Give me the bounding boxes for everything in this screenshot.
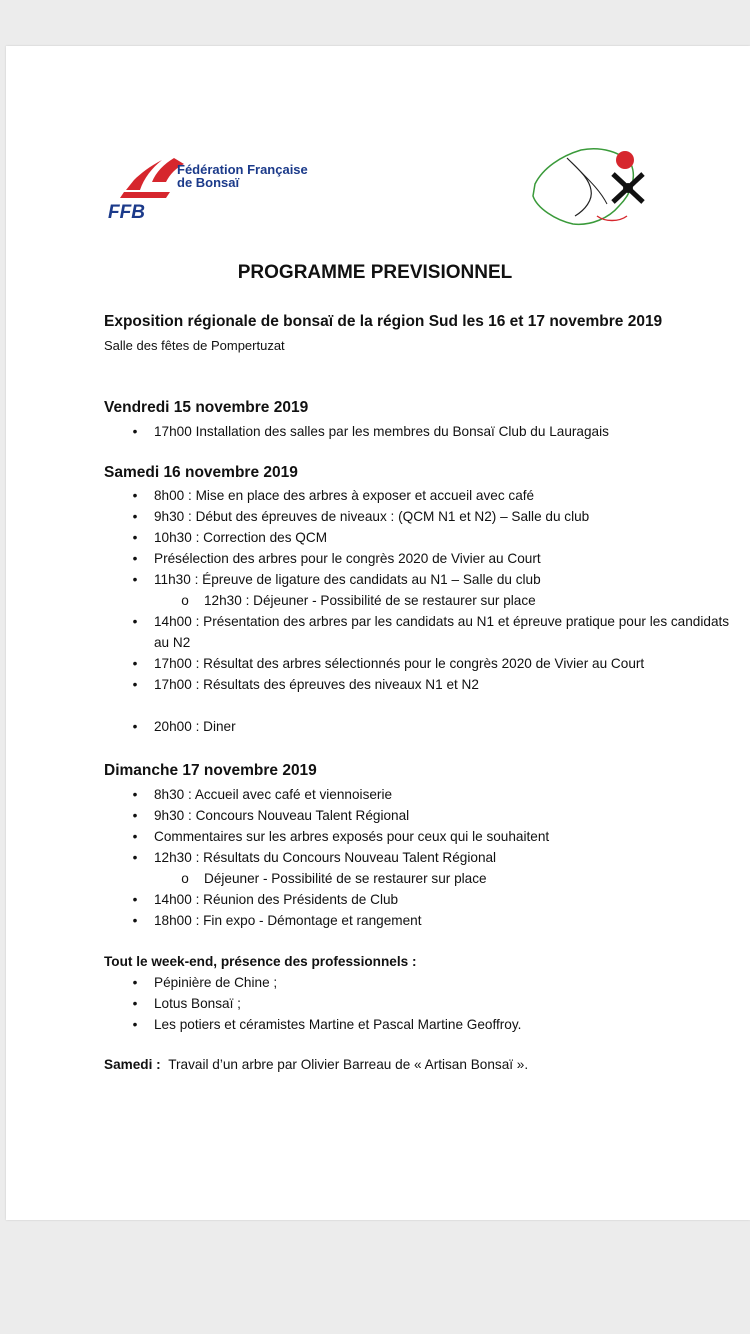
list-item: • 18h00 : Fin expo - Démontage et rangement bbox=[104, 910, 744, 931]
club-logo bbox=[527, 138, 655, 230]
list-item: • 14h00 : Réunion des Présidents de Club bbox=[104, 889, 744, 910]
list-subitem: o 12h30 : Déjeuner - Possibilité de se restaurer sur place bbox=[104, 590, 744, 611]
bullet-icon: • bbox=[132, 892, 138, 907]
bullet-icon: • bbox=[132, 677, 138, 692]
bullet-icon: • bbox=[132, 913, 138, 928]
list-item: • 12h30 : Résultats du Concours Nouveau Talent Régional bbox=[104, 847, 744, 868]
list-subitem: o Déjeuner - Possibilité de se restaurer sur place bbox=[104, 868, 744, 889]
day-items-samedi bbox=[104, 485, 744, 737]
professionals-list bbox=[104, 972, 744, 1035]
day-items-dimanche bbox=[104, 784, 744, 931]
ffb-initials: FFB bbox=[108, 202, 145, 222]
list-item: • 17h00 : Résultats des épreuves des niveaux N1 et N2 bbox=[104, 674, 744, 695]
bullet-icon: • bbox=[132, 572, 138, 587]
list-item: • Lotus Bonsaï ; bbox=[104, 993, 744, 1014]
samedi-note-text: Travail d’un arbre par Olivier Barreau de « Artisan Bonsaï ». bbox=[168, 1057, 529, 1072]
list-item: • 9h30 : Début des épreuves de niveaux : (QCM N1 et N2) – Salle du club bbox=[104, 506, 744, 527]
list-item: • 14h00 : Présentation des arbres par les candidats au N1 et épreuve pratique pour les candidats au N2 bbox=[104, 611, 744, 653]
page-title: PROGRAMME PREVISIONNEL bbox=[237, 262, 513, 283]
day-items-vendredi bbox=[104, 421, 744, 442]
bullet-icon: • bbox=[132, 530, 138, 545]
list-item: • 20h00 : Diner bbox=[104, 716, 744, 737]
bullet-icon: • bbox=[132, 424, 138, 439]
list-item: • Les potiers et céramistes Martine et Pascal Martine Geoffroy. bbox=[104, 1014, 744, 1035]
samedi-note-label: Samedi : bbox=[104, 1057, 161, 1072]
sub-bullet-icon: o bbox=[181, 871, 189, 886]
bullet-icon: • bbox=[132, 808, 138, 823]
bullet-icon: • bbox=[132, 829, 138, 844]
list-item: • Commentaires sur les arbres exposés pour ceux qui le souhaitent bbox=[104, 826, 744, 847]
samedi-note bbox=[104, 1054, 528, 1075]
sub-bullet-icon: o bbox=[181, 593, 189, 608]
list-item: • 9h30 : Concours Nouveau Talent Régional bbox=[104, 805, 744, 826]
event-subtitle: Exposition régionale de bonsaï de la région Sud les 16 et 17 novembre 2019 bbox=[104, 313, 663, 330]
list-item: • Pépinière de Chine ; bbox=[104, 972, 744, 993]
ffb-name-line2: de Bonsaï bbox=[177, 175, 240, 190]
professionals-heading: Tout le week-end, présence des professionnels : bbox=[104, 954, 417, 969]
day-heading-vendredi: Vendredi 15 novembre 2019 bbox=[104, 399, 309, 416]
bullet-icon: • bbox=[132, 850, 138, 865]
list-item: • 8h30 : Accueil avec café et viennoiserie bbox=[104, 784, 744, 805]
list-item: • Présélection des arbres pour le congrès 2020 de Vivier au Court bbox=[104, 548, 744, 569]
bullet-icon: • bbox=[132, 719, 138, 734]
bullet-icon: • bbox=[132, 787, 138, 802]
bullet-icon: • bbox=[132, 656, 138, 671]
bullet-icon: • bbox=[132, 614, 138, 629]
bullet-icon: • bbox=[132, 488, 138, 503]
bullet-icon: • bbox=[132, 509, 138, 524]
bullet-icon: • bbox=[132, 975, 138, 990]
list-item: • 17h00 Installation des salles par les membres du Bonsaï Club du Lauragais bbox=[104, 421, 744, 442]
list-item: • 11h30 : Épreuve de ligature des candidats au N1 – Salle du club bbox=[104, 569, 744, 590]
bullet-icon: • bbox=[132, 551, 138, 566]
bullet-icon: • bbox=[132, 1017, 138, 1032]
ffb-logo-text bbox=[177, 163, 308, 189]
list-item: • 10h30 : Correction des QCM bbox=[104, 527, 744, 548]
day-heading-dimanche: Dimanche 17 novembre 2019 bbox=[104, 762, 317, 779]
list-item: • 8h00 : Mise en place des arbres à exposer et accueil avec café bbox=[104, 485, 744, 506]
event-venue: Salle des fêtes de Pompertuzat bbox=[104, 338, 285, 353]
day-heading-samedi: Samedi 16 novembre 2019 bbox=[104, 464, 298, 481]
ffb-name-line1: Fédération Française bbox=[177, 162, 308, 177]
list-item: • 17h00 : Résultat des arbres sélectionnés pour le congrès 2020 de Vivier au Court bbox=[104, 653, 744, 674]
bullet-icon: • bbox=[132, 996, 138, 1011]
